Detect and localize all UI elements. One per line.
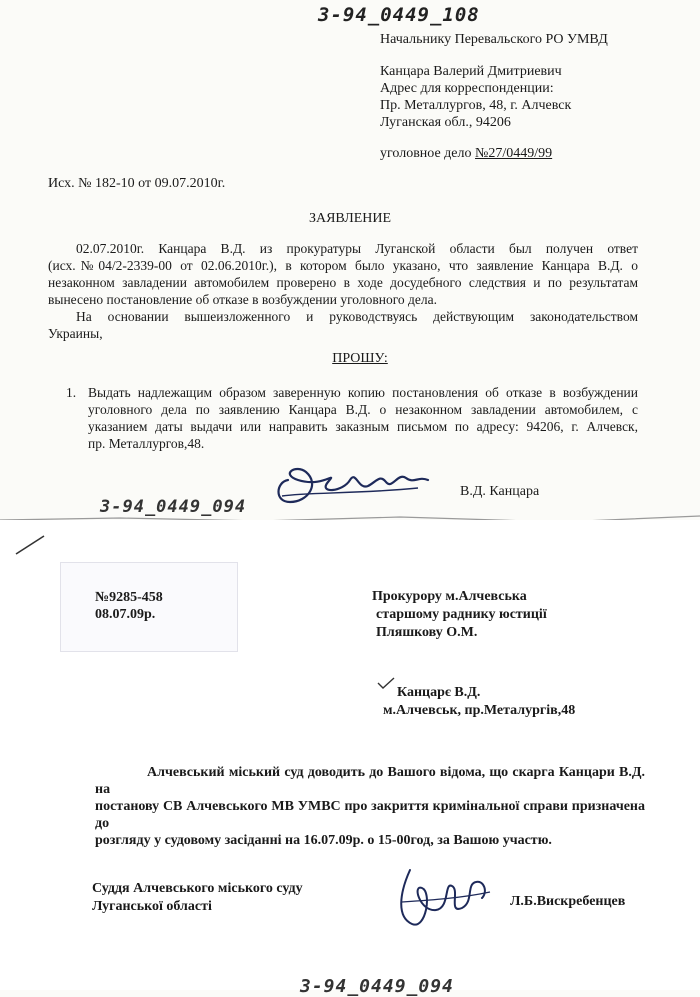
court-doc-number: №9285-458 [95,590,163,605]
request-item-number: 1. [66,385,77,400]
recipient-line: Начальнику Перевальского РО УМВД [380,32,608,47]
request-item [88,384,638,452]
item-line-2: уголовного дела по заявлению Канцара В.Д. о незаконном завладении автомобилем, с [88,402,638,417]
body-line-2: постанову СВ Алчевського МВ УМВС про закриття кримінальної справи призначена до [95,799,645,831]
paragraph-1 [48,240,638,342]
address-line-1: Пр. Металлургов, 48, г. Алчевск [380,98,572,113]
case-reference [380,145,552,162]
case-prefix: уголовное дело [380,146,476,161]
signature-kantsara-icon [268,452,433,512]
check-mark-icon [376,676,396,690]
p1-line-2: (исх.№04/2-2339-00 от 02.06.2010г.), в котором было указано, что заявление Канцара В.Д. о [48,258,638,273]
copy-recipient-line-1: Канцарє В.Д. [397,685,481,700]
court-doc-date: 08.07.09р. [95,607,156,622]
judge-title-line-2: Луганської області [92,899,212,914]
p2-line-2: Украины, [48,326,103,341]
item-line-1: Выдать надлежащим образом заверенную копию постановления об отказе в возбуждении [88,385,638,400]
judge-title-line-1: Суддя Алчевського міського суду [92,881,303,896]
sender-name: Канцара Валерий Дмитриевич [380,64,562,79]
addressee-line-2: старшому раднику юстиції [376,607,547,622]
corner-mark-icon [14,532,48,558]
item-line-3: указанием даты выдачи или направить заказным письмом по адресу: 94206, г. Алчевск, [88,419,638,434]
outgoing-number: Исх. № 182-10 от 09.07.2010г. [48,176,226,191]
judge-signature-icon [392,862,492,932]
case-number: №27/0449/99 [475,146,553,161]
body-line-1: Алчевський міський суд доводить до Вашого відома, що скарга Канцари В.Д. на [95,765,645,797]
title-text: ЗАЯВЛЕНИЕ [308,211,392,226]
handwritten-number-2: 3-94_0449_094 [100,497,247,517]
addressee-line-3: Пляшкову О.М. [376,625,478,640]
request-title [0,350,700,367]
addressee-line-1: Прокурору м.Алчевська [372,589,527,604]
document-title [0,210,700,227]
body-line-3: розгляду у судовому засіданні на 16.07.09р. о 15-00год, за Вашою участю. [95,833,552,848]
handwritten-number-bottom: 3-94_0449_094 [300,976,454,997]
request-title-text: ПРОШУ: [332,351,388,366]
judge-name: Л.Б.Вискребенцев [510,894,626,909]
p1-line-3: незаконном завладении автомобилем проверено в ходе досудебного следствия и по результатам [48,275,638,290]
p2-line-1: На основании вышеизложенного и руководствуясь действующим законодательством [76,309,638,324]
address-line-2: Луганская обл., 94206 [380,115,511,130]
item-line-4: пр. Металлургов,48. [88,436,205,451]
address-label: Адрес для корреспонденции: [380,81,554,96]
court-notice-body [95,764,645,849]
copy-recipient-line-2: м.Алчевськ, пр.Металургів,48 [383,703,576,718]
registration-number-handwritten: 3-94_0449_108 [318,4,480,26]
p1-line-1: 02.07.2010г. Канцара В.Д. из прокуратуры Луганской области был получен ответ [76,241,638,256]
p1-line-4: вынесено постановление об отказе в возбуждении уголовного дела. [48,292,438,307]
signatory-name: В.Д. Канцара [460,484,540,499]
